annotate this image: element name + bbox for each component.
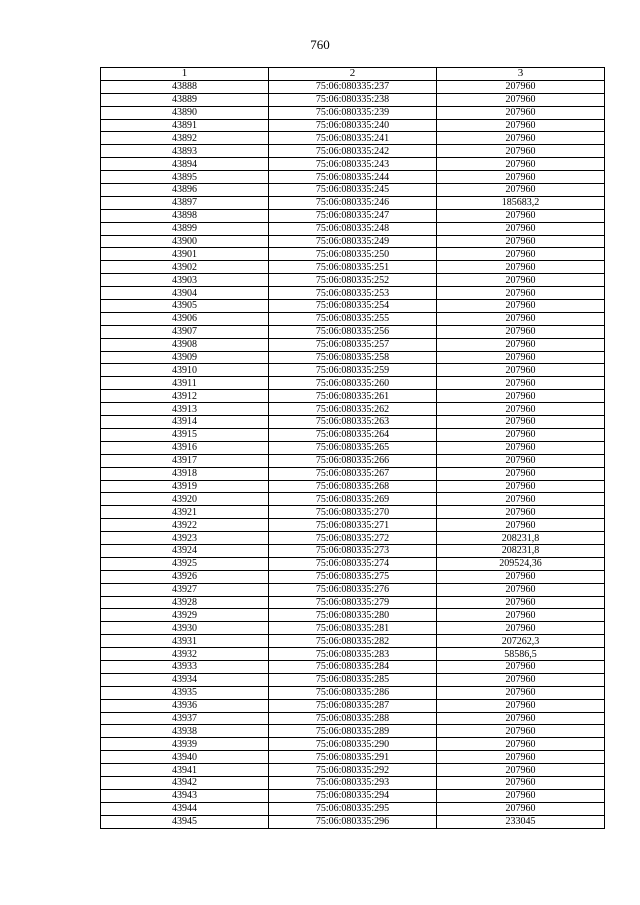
cadastral-number-cell: 75:06:080335:290	[269, 738, 437, 751]
table-row	[101, 325, 605, 338]
table-row	[101, 261, 605, 274]
row-number-cell: 43896	[101, 184, 269, 197]
table-row	[101, 776, 605, 789]
value-cell: 207960	[437, 428, 605, 441]
row-number-cell: 43906	[101, 312, 269, 325]
value-cell: 207960	[437, 248, 605, 261]
row-number-cell: 43903	[101, 274, 269, 287]
table-row	[101, 145, 605, 158]
table-row	[101, 454, 605, 467]
value-cell: 207960	[437, 287, 605, 300]
cadastral-number-cell: 75:06:080335:270	[269, 506, 437, 519]
row-number-cell: 43892	[101, 132, 269, 145]
value-cell: 207960	[437, 583, 605, 596]
value-cell: 185683,2	[437, 196, 605, 209]
row-number-cell: 43910	[101, 364, 269, 377]
row-number-cell: 43943	[101, 789, 269, 802]
row-number-cell: 43911	[101, 377, 269, 390]
table-row	[101, 132, 605, 145]
value-cell: 207960	[437, 789, 605, 802]
table-row	[101, 622, 605, 635]
value-cell: 207960	[437, 776, 605, 789]
cadastral-number-cell: 75:06:080335:251	[269, 261, 437, 274]
table-row	[101, 583, 605, 596]
value-cell: 207960	[437, 325, 605, 338]
cadastral-number-cell: 75:06:080335:247	[269, 209, 437, 222]
row-number-cell: 43895	[101, 171, 269, 184]
cadastral-number-cell: 75:06:080335:248	[269, 222, 437, 235]
value-cell: 208231,8	[437, 544, 605, 557]
row-number-cell: 43894	[101, 158, 269, 171]
cadastral-number-cell: 75:06:080335:263	[269, 416, 437, 429]
value-cell: 207960	[437, 609, 605, 622]
row-number-cell: 43890	[101, 106, 269, 119]
cadastral-number-cell: 75:06:080335:283	[269, 648, 437, 661]
cadastral-number-cell: 75:06:080335:261	[269, 390, 437, 403]
cadastral-number-cell: 75:06:080335:238	[269, 93, 437, 106]
table-row	[101, 686, 605, 699]
value-cell: 207960	[437, 106, 605, 119]
cadastral-number-cell: 75:06:080335:241	[269, 132, 437, 145]
value-cell: 207960	[437, 480, 605, 493]
row-number-cell: 43914	[101, 416, 269, 429]
row-number-cell: 43889	[101, 93, 269, 106]
row-number-cell: 43924	[101, 544, 269, 557]
row-number-cell: 43897	[101, 196, 269, 209]
row-number-cell: 43923	[101, 532, 269, 545]
table-row	[101, 673, 605, 686]
row-number-cell: 43920	[101, 493, 269, 506]
cadastral-number-cell: 75:06:080335:256	[269, 325, 437, 338]
value-cell: 207960	[437, 712, 605, 725]
table-row	[101, 712, 605, 725]
cadastral-number-cell: 75:06:080335:266	[269, 454, 437, 467]
cadastral-number-cell: 75:06:080335:272	[269, 532, 437, 545]
cadastral-number-cell: 75:06:080335:289	[269, 725, 437, 738]
value-cell: 207960	[437, 493, 605, 506]
cadastral-number-cell: 75:06:080335:244	[269, 171, 437, 184]
row-number-cell: 43944	[101, 802, 269, 815]
table-row	[101, 209, 605, 222]
value-cell: 207960	[437, 686, 605, 699]
row-number-cell: 43942	[101, 776, 269, 789]
value-cell: 207960	[437, 145, 605, 158]
value-cell: 207960	[437, 441, 605, 454]
cadastral-number-cell: 75:06:080335:242	[269, 145, 437, 158]
cadastral-number-cell: 75:06:080335:295	[269, 802, 437, 815]
row-number-cell: 43919	[101, 480, 269, 493]
row-number-cell: 43908	[101, 338, 269, 351]
value-cell: 207960	[437, 738, 605, 751]
table-row	[101, 532, 605, 545]
row-number-cell: 43888	[101, 80, 269, 93]
value-cell: 58586,5	[437, 648, 605, 661]
table-row	[101, 544, 605, 557]
table-row	[101, 519, 605, 532]
table-row	[101, 660, 605, 673]
cadastral-number-cell: 75:06:080335:259	[269, 364, 437, 377]
value-cell: 207960	[437, 802, 605, 815]
table-row	[101, 764, 605, 777]
row-number-cell: 43913	[101, 403, 269, 416]
value-cell: 207960	[437, 403, 605, 416]
cadastral-number-cell: 75:06:080335:239	[269, 106, 437, 119]
row-number-cell: 43909	[101, 351, 269, 364]
table-row	[101, 609, 605, 622]
row-number-cell: 43915	[101, 428, 269, 441]
cadastral-number-cell: 75:06:080335:291	[269, 751, 437, 764]
cadastral-number-cell: 75:06:080335:284	[269, 660, 437, 673]
value-cell: 209524,36	[437, 557, 605, 570]
cadastral-number-cell: 75:06:080335:292	[269, 764, 437, 777]
value-cell: 207960	[437, 351, 605, 364]
cadastral-number-cell: 75:06:080335:280	[269, 609, 437, 622]
table-row	[101, 196, 605, 209]
value-cell: 207960	[437, 300, 605, 313]
row-number-cell: 43929	[101, 609, 269, 622]
cadastral-number-cell: 75:06:080335:285	[269, 673, 437, 686]
table-row	[101, 222, 605, 235]
value-cell: 208231,8	[437, 532, 605, 545]
value-cell: 207960	[437, 184, 605, 197]
row-number-cell: 43905	[101, 300, 269, 313]
table-row	[101, 300, 605, 313]
table-row	[101, 751, 605, 764]
cadastral-number-cell: 75:06:080335:268	[269, 480, 437, 493]
table-row	[101, 364, 605, 377]
row-number-cell: 43925	[101, 557, 269, 570]
table-row	[101, 80, 605, 93]
table-row	[101, 171, 605, 184]
cadastral-number-cell: 75:06:080335:240	[269, 119, 437, 132]
value-cell: 207960	[437, 235, 605, 248]
cadastral-number-cell: 75:06:080335:287	[269, 699, 437, 712]
value-cell: 207960	[437, 377, 605, 390]
row-number-cell: 43902	[101, 261, 269, 274]
row-number-cell: 43926	[101, 570, 269, 583]
cadastral-number-cell: 75:06:080335:257	[269, 338, 437, 351]
value-cell: 207960	[437, 622, 605, 635]
cadastral-number-cell: 75:06:080335:294	[269, 789, 437, 802]
table-row	[101, 493, 605, 506]
cadastral-number-cell: 75:06:080335:258	[269, 351, 437, 364]
row-number-cell: 43938	[101, 725, 269, 738]
row-number-cell: 43917	[101, 454, 269, 467]
value-cell: 207960	[437, 93, 605, 106]
row-number-cell: 43945	[101, 815, 269, 828]
column-header-3: 3	[437, 68, 605, 81]
cadastral-number-cell: 75:06:080335:237	[269, 80, 437, 93]
table-header-row	[101, 68, 605, 81]
cadastral-number-cell: 75:06:080335:271	[269, 519, 437, 532]
table-row	[101, 338, 605, 351]
table-row	[101, 815, 605, 828]
row-number-cell: 43899	[101, 222, 269, 235]
row-number-cell: 43893	[101, 145, 269, 158]
cadastral-number-cell: 75:06:080335:252	[269, 274, 437, 287]
value-cell: 207960	[437, 364, 605, 377]
value-cell: 207960	[437, 416, 605, 429]
row-number-cell: 43937	[101, 712, 269, 725]
row-number-cell: 43901	[101, 248, 269, 261]
cadastral-number-cell: 75:06:080335:265	[269, 441, 437, 454]
row-number-cell: 43907	[101, 325, 269, 338]
cadastral-number-cell: 75:06:080335:275	[269, 570, 437, 583]
row-number-cell: 43921	[101, 506, 269, 519]
value-cell: 207960	[437, 312, 605, 325]
value-cell: 207960	[437, 699, 605, 712]
cadastral-number-cell: 75:06:080335:245	[269, 184, 437, 197]
table-row	[101, 789, 605, 802]
table-row	[101, 416, 605, 429]
row-number-cell: 43904	[101, 287, 269, 300]
row-number-cell: 43935	[101, 686, 269, 699]
column-header-2: 2	[269, 68, 437, 81]
cadastral-number-cell: 75:06:080335:246	[269, 196, 437, 209]
table-row	[101, 390, 605, 403]
value-cell: 207960	[437, 454, 605, 467]
cadastral-number-cell: 75:06:080335:267	[269, 467, 437, 480]
cadastral-number-cell: 75:06:080335:264	[269, 428, 437, 441]
value-cell: 207960	[437, 751, 605, 764]
row-number-cell: 43922	[101, 519, 269, 532]
table-row	[101, 312, 605, 325]
table-row	[101, 802, 605, 815]
table-header	[101, 68, 605, 81]
row-number-cell: 43933	[101, 660, 269, 673]
row-number-cell: 43900	[101, 235, 269, 248]
table-row	[101, 725, 605, 738]
table-row	[101, 351, 605, 364]
value-cell: 207960	[437, 519, 605, 532]
cadastral-number-cell: 75:06:080335:243	[269, 158, 437, 171]
table-row	[101, 93, 605, 106]
table-row	[101, 184, 605, 197]
value-cell: 207960	[437, 338, 605, 351]
table-row	[101, 403, 605, 416]
value-cell: 207960	[437, 119, 605, 132]
row-number-cell: 43936	[101, 699, 269, 712]
table-row	[101, 570, 605, 583]
row-number-cell: 43931	[101, 635, 269, 648]
data-table	[100, 67, 605, 829]
table-row	[101, 377, 605, 390]
cadastral-number-cell: 75:06:080335:279	[269, 596, 437, 609]
cadastral-number-cell: 75:06:080335:262	[269, 403, 437, 416]
table-row	[101, 699, 605, 712]
value-cell: 207960	[437, 506, 605, 519]
cadastral-number-cell: 75:06:080335:276	[269, 583, 437, 596]
page-number: 760	[310, 37, 330, 52]
row-number-cell: 43891	[101, 119, 269, 132]
table-row	[101, 648, 605, 661]
cadastral-number-cell: 75:06:080335:250	[269, 248, 437, 261]
table-row	[101, 467, 605, 480]
cadastral-number-cell: 75:06:080335:260	[269, 377, 437, 390]
row-number-cell: 43930	[101, 622, 269, 635]
table-row	[101, 480, 605, 493]
value-cell: 207960	[437, 80, 605, 93]
value-cell: 207960	[437, 132, 605, 145]
table-row	[101, 248, 605, 261]
value-cell: 207960	[437, 570, 605, 583]
row-number-cell: 43940	[101, 751, 269, 764]
table-row	[101, 635, 605, 648]
value-cell: 207960	[437, 158, 605, 171]
table-body	[101, 80, 605, 828]
table-row	[101, 119, 605, 132]
value-cell: 207960	[437, 209, 605, 222]
value-cell: 207960	[437, 261, 605, 274]
table-row	[101, 596, 605, 609]
row-number-cell: 43898	[101, 209, 269, 222]
cadastral-number-cell: 75:06:080335:274	[269, 557, 437, 570]
table-row	[101, 738, 605, 751]
value-cell: 207960	[437, 596, 605, 609]
row-number-cell: 43927	[101, 583, 269, 596]
table-row	[101, 274, 605, 287]
cadastral-number-cell: 75:06:080335:282	[269, 635, 437, 648]
column-header-1: 1	[101, 68, 269, 81]
value-cell: 207960	[437, 274, 605, 287]
table-row	[101, 158, 605, 171]
row-number-cell: 43928	[101, 596, 269, 609]
value-cell: 207960	[437, 222, 605, 235]
cadastral-number-cell: 75:06:080335:255	[269, 312, 437, 325]
table-row	[101, 106, 605, 119]
cadastral-number-cell: 75:06:080335:288	[269, 712, 437, 725]
row-number-cell: 43934	[101, 673, 269, 686]
row-number-cell: 43939	[101, 738, 269, 751]
value-cell: 207262,3	[437, 635, 605, 648]
table-row	[101, 441, 605, 454]
table-row	[101, 428, 605, 441]
table-row	[101, 506, 605, 519]
table-row	[101, 235, 605, 248]
cadastral-number-cell: 75:06:080335:293	[269, 776, 437, 789]
row-number-cell: 43918	[101, 467, 269, 480]
row-number-cell: 43941	[101, 764, 269, 777]
cadastral-number-cell: 75:06:080335:286	[269, 686, 437, 699]
value-cell: 207960	[437, 467, 605, 480]
cadastral-number-cell: 75:06:080335:273	[269, 544, 437, 557]
value-cell: 207960	[437, 390, 605, 403]
cadastral-number-cell: 75:06:080335:296	[269, 815, 437, 828]
cadastral-number-cell: 75:06:080335:269	[269, 493, 437, 506]
cadastral-number-cell: 75:06:080335:281	[269, 622, 437, 635]
value-cell: 207960	[437, 673, 605, 686]
row-number-cell: 43916	[101, 441, 269, 454]
value-cell: 207960	[437, 660, 605, 673]
row-number-cell: 43932	[101, 648, 269, 661]
cadastral-number-cell: 75:06:080335:249	[269, 235, 437, 248]
value-cell: 207960	[437, 171, 605, 184]
cadastral-number-cell: 75:06:080335:254	[269, 300, 437, 313]
value-cell: 207960	[437, 725, 605, 738]
value-cell: 207960	[437, 764, 605, 777]
value-cell: 233045	[437, 815, 605, 828]
cadastral-number-cell: 75:06:080335:253	[269, 287, 437, 300]
table-row	[101, 557, 605, 570]
table-row	[101, 287, 605, 300]
row-number-cell: 43912	[101, 390, 269, 403]
